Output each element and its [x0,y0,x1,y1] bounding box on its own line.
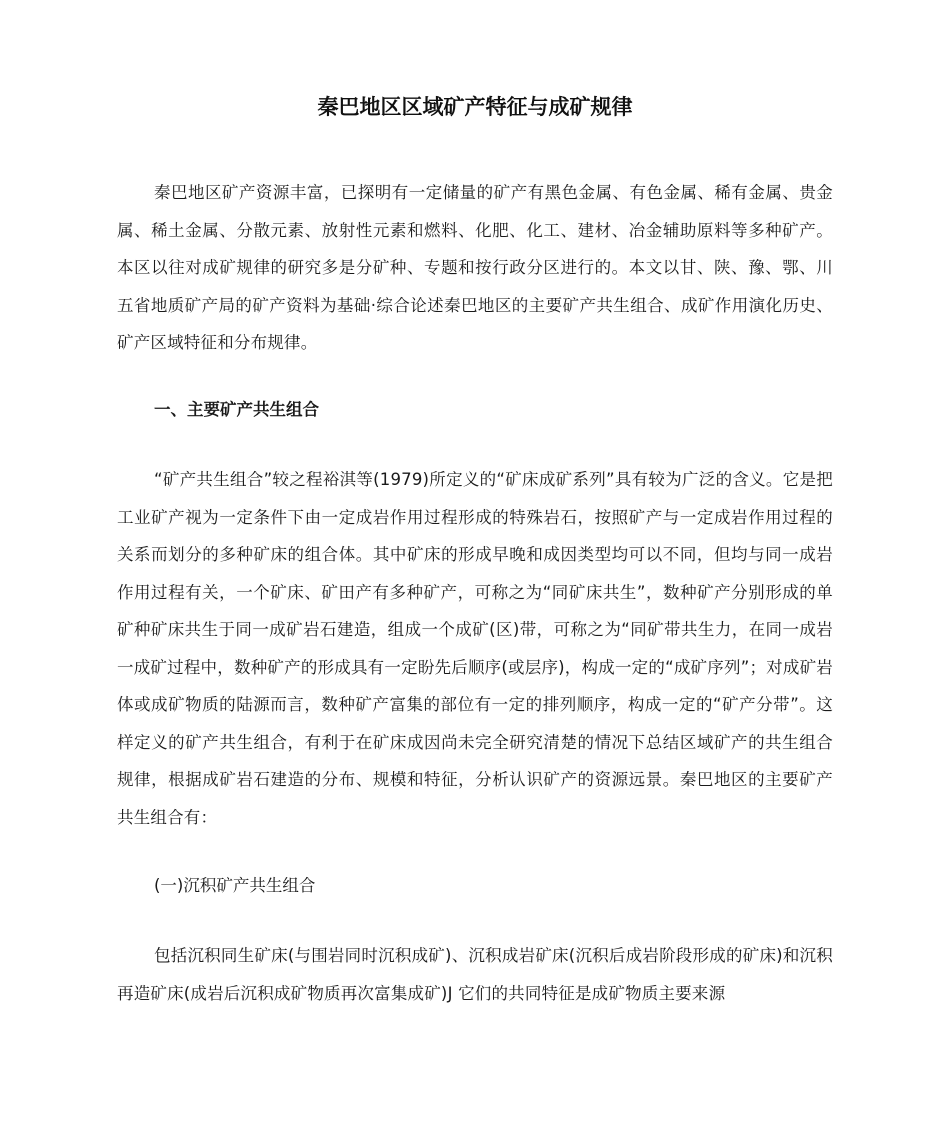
section-heading: 一、主要矿产共生组合 [154,400,319,419]
subsection-heading: (一)沉积矿产共生组合 [154,876,316,895]
body-paragraph-continued: 包括沉积同生矿床(与围岩同时沉积成矿)、沉积成岩矿床(沉积后成岩阶段形成的矿床)和沉积再造矿床(成岩后沉积成矿物质再次富集成矿)J 它们的共同特征是成矿物质主要来源 [117,946,833,1003]
intro-paragraph: 秦巴地区矿产资源丰富，已探明有一定储量的矿产有黑色金属、有色金属、稀有金属、贵金属、稀土金属、分散元素、放射性元素和燃料、化肥、化工、建材、冶金辅助原料等多种矿产。本区以往对成矿规律的研究多是分矿种、专题和按行政分区进行的。本文以甘、陕、豫、鄂、川五省地质矿产局的矿产资料为基础·综合论述秦巴地区的主要矿产共生组合、成矿作用演化历史、矿产区域特征和分布规律。 [117,183,833,352]
body-paragraph: “矿产共生组合”较之程裕淇等(1979)所定义的“矿床成矿系列”具有较为广泛的含义。它是把工业矿产视为一定条件下由一定成岩作用过程形成的特殊岩石，按照矿产与一定成岩作用过程的关系而划分的多种矿床的组合体。其中矿床的形成早晚和成因类型均可以不同，但均与同一成岩作用过程有关，一个矿床、矿田产有多种矿产，可称之为“同矿床共生”，数种矿产分别形成的单矿种矿床共生于同一成矿岩石建造，组成一个成矿(区)带，可称之为“同矿带共生力，在同一成岩一成矿过程中，数种矿产的形成具有一定盼先后顺序(或层序)，构成一定的“成矿序列”；对成矿岩体或成矿物质的陆源而言，数种矿产富集的部位有一定的排列顺序，构成一定的“矿产分带”。这样定义的矿产共生组合，有利于在矿床成因尚未完全研究清楚的情况下总结区域矿产的共生组合规律，根据成矿岩石建造的分布、规模和特征，分析认识矿产的资源远景。秦巴地区的主要矿产共生组合有： [117,470,833,827]
document-title: 秦巴地区区域矿产特征与成矿规律 [317,95,633,119]
